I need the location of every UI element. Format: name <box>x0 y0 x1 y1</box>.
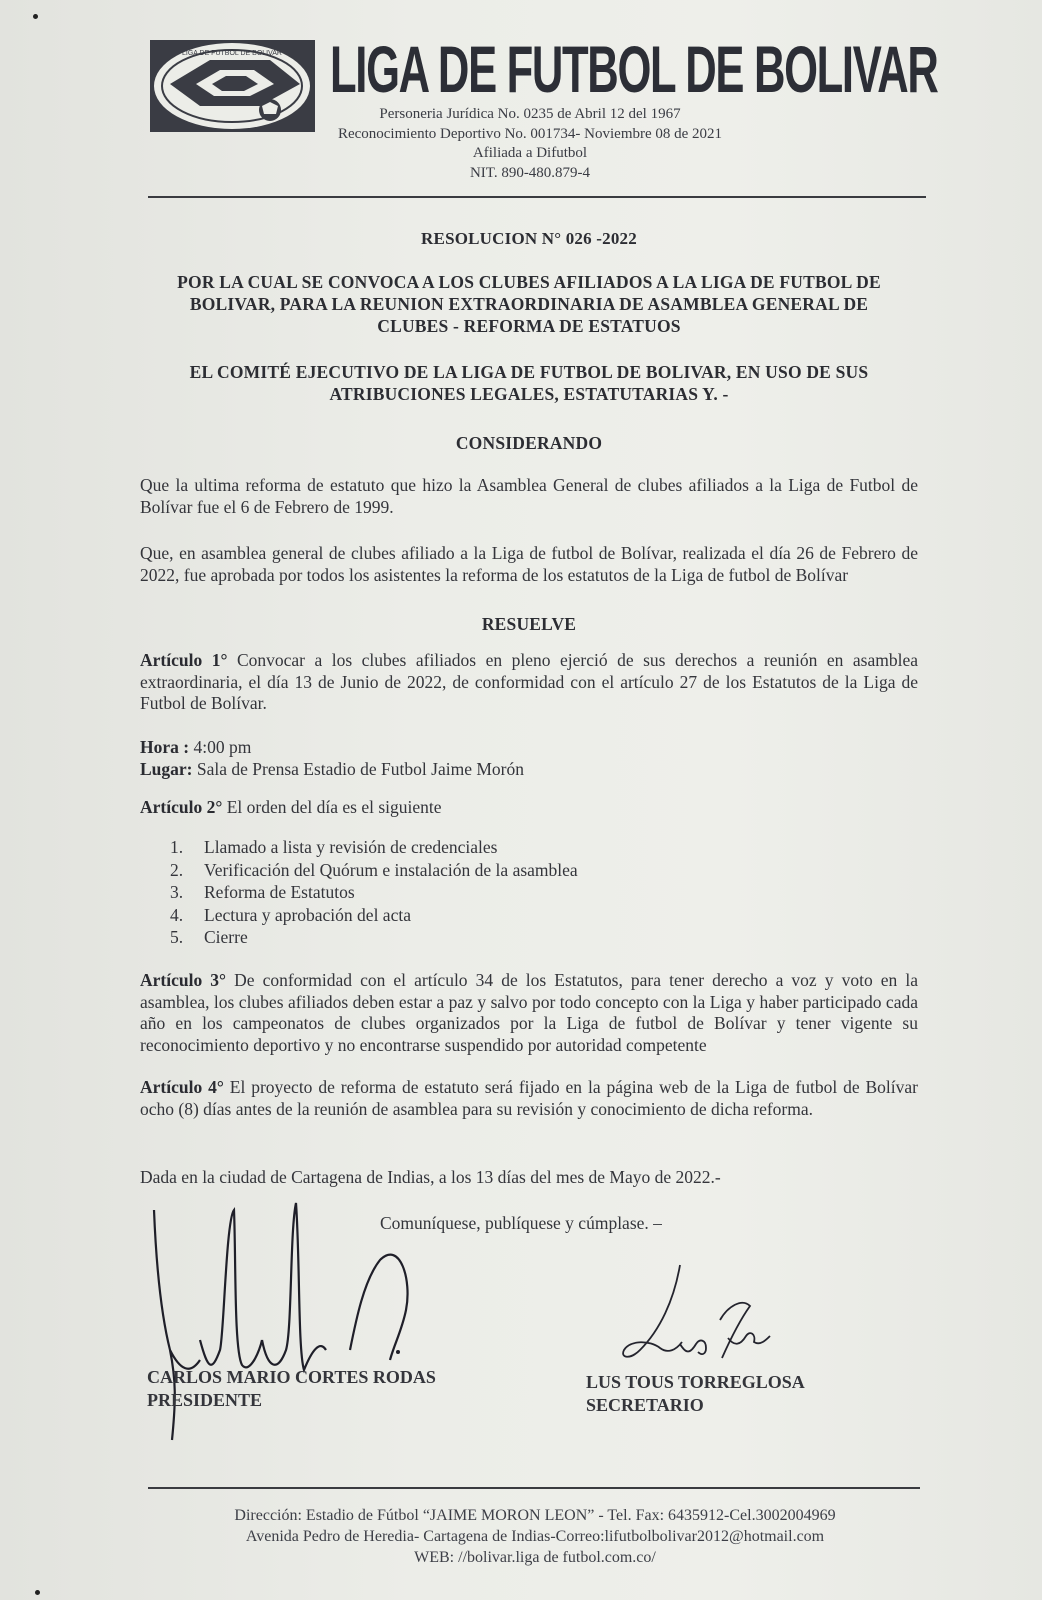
considerando-paragraph: Que la ultima reforma de estatuto que hizo la Asamblea General de clubes afiliados a la Liga de Futbol de Bolívar fue el 6 de Febrero de 1999. <box>140 475 918 517</box>
registration-line: Afiliada a Difutbol <box>472 145 588 161</box>
article-1 <box>140 650 918 715</box>
article-4-label: Artículo 4° <box>140 1077 224 1097</box>
agenda-number: 4. <box>170 904 184 925</box>
signatory-president <box>147 1366 436 1412</box>
considerando-paragraph: Que, en asamblea general de clubes afiliado a la Liga de futbol de Bolívar, realizada el día 26 de Febrero de 2022, fue aprobada por todos los asistentes la reforma de los estatutos de la Liga de futbol de Bolívar <box>140 543 918 585</box>
subject-line: POR LA CUAL SE CONVOCA A LOS CLUBES AFILIADOS A LA LIGA DE FUTBOL DE <box>177 272 881 292</box>
article-4-text: El proyecto de reforma de estatuto será fijado en la página web de la Liga de futbol de Bolívar ocho (8) días antes de la reunión de asamblea para su revisión y conocimiento de dicha reforma. <box>140 1077 918 1119</box>
letterhead-footer <box>150 1505 920 1568</box>
committee-line: EL COMITÉ EJECUTIVO DE LA LIGA DE FUTBOL DE BOLIVAR, EN USO DE SUS <box>189 362 869 382</box>
president-signature <box>150 1200 430 1460</box>
agenda-text: Cierre <box>204 927 248 947</box>
article-1-text: Convocar a los clubes afiliados en pleno ejerció de sus derechos a reunión en asamblea extraordinaria, el día 13 de Junio de 2022, de conformidad con el artículo 27 de los Estatutos de la Liga de Futbol de Bolívar. <box>140 650 918 713</box>
league-logo <box>150 40 315 132</box>
issue-date: Dada en la ciudad de Cartagena de Indias, a los 13 días del mes de Mayo de 2022.- <box>140 1167 721 1187</box>
footer-address: Dirección: Estadio de Fútbol “JAIME MORON LEON” - Tel. Fax: 6435912-Cel.3002004969 <box>234 1507 836 1524</box>
article-3-label: Artículo 3° <box>140 970 227 990</box>
subject-line: CLUBES - REFORMA DE ESTATUOS <box>377 316 681 336</box>
committee-line: ATRIBUCIONES LEGALES, ESTATUTARIAS Y. - <box>329 384 729 404</box>
footer-contact: Avenida Pedro de Heredia- Cartagena de Indias-Correo:lifutbolbolivar2012@hotmail.com <box>245 1528 825 1545</box>
agenda-number: 3. <box>170 882 184 902</box>
letterhead <box>150 32 938 195</box>
registration-info <box>300 105 760 183</box>
league-name: LIGA DE FUTBOL DE BOLIVAR <box>330 32 938 106</box>
article-3-text: De conformidad con el artículo 34 de los Estatutos, para tener derecho a voz y voto en la asamblea, los clubes afiliados deben estar a paz y salvo por todo concepto con la Liga y haber participado cada año en los campeonatos de clubes organizados por la Liga de futbol de Bolívar y tener vigente su reconocimiento deportivo y no encontrarse suspendido por autoridad competente <box>140 970 918 1055</box>
registration-line: NIT. 890-480.879-4 <box>469 164 591 181</box>
president-role: PRESIDENTE <box>147 1390 263 1410</box>
considerando-heading: CONSIDERANDO <box>455 433 603 453</box>
article-4 <box>140 1077 918 1120</box>
article-2-text: El orden del día es el siguiente <box>222 797 442 817</box>
article-2 <box>140 797 918 819</box>
agenda-number: 1. <box>170 837 184 857</box>
logo-ring-text: LIGA DE FUTBOL DE BOLIVAR <box>182 50 282 57</box>
meeting-details <box>140 737 918 780</box>
subject-line: BOLIVAR, PARA LA REUNION EXTRAORDINARIA DE ASAMBLEA GENERAL DE <box>189 294 869 314</box>
resolution-number: RESOLUCION N° 026 -2022 <box>421 229 637 248</box>
resolution-subject <box>140 271 918 337</box>
secretary-role: SECRETARIO <box>586 1395 704 1415</box>
agenda-number: 5. <box>170 927 184 947</box>
agenda-number: 2. <box>170 859 184 880</box>
hora-value: 4:00 pm <box>189 737 252 757</box>
meeting-time <box>140 737 918 759</box>
footer-rule <box>148 1487 920 1489</box>
closing-formula: Comuníquese, publíquese y cúmplase. – <box>380 1213 662 1233</box>
agenda-item <box>170 881 578 904</box>
lugar-value: Sala de Prensa Estadio de Futbol Jaime Morón <box>192 758 524 779</box>
agenda-item <box>170 904 578 927</box>
registration-line: Reconocimiento Deportivo No. 001734- Noviembre 08 de 2021 <box>337 125 723 142</box>
agenda-item <box>170 859 578 882</box>
agenda-item <box>170 926 578 949</box>
agenda-text: Lectura y aprobación del acta <box>204 904 411 925</box>
committee-statement <box>140 361 918 405</box>
president-name: CARLOS MARIO CORTES RODAS <box>147 1367 436 1387</box>
agenda-text: Reforma de Estatutos <box>204 882 355 902</box>
lugar-label: Lugar: <box>140 758 193 779</box>
secretary-name: LUS TOUS TORREGLOSA <box>586 1372 805 1392</box>
agenda-item <box>170 836 578 859</box>
article-1-label: Artículo 1° <box>140 650 228 670</box>
header-rule <box>148 196 926 198</box>
article-3 <box>140 970 918 1056</box>
agenda-list <box>170 836 578 949</box>
agenda-text: Llamado a lista y revisión de credenciales <box>204 837 498 857</box>
agenda-text: Verificación del Quórum e instalación de la asamblea <box>204 859 578 880</box>
secretary-signature <box>610 1260 800 1380</box>
registration-line: Personeria Jurídica No. 0235 de Abril 12 del 1967 <box>379 106 681 122</box>
signatory-secretary <box>586 1371 805 1417</box>
ink-speck <box>35 1590 40 1595</box>
ink-speck <box>33 14 38 19</box>
hora-label: Hora : <box>140 737 190 757</box>
footer-web: WEB: //bolivar.liga de futbol.com.co/ <box>414 1549 656 1566</box>
meeting-place <box>140 759 918 781</box>
article-2-label: Artículo 2° <box>140 797 223 817</box>
resuelve-heading: RESUELVE <box>481 614 577 634</box>
